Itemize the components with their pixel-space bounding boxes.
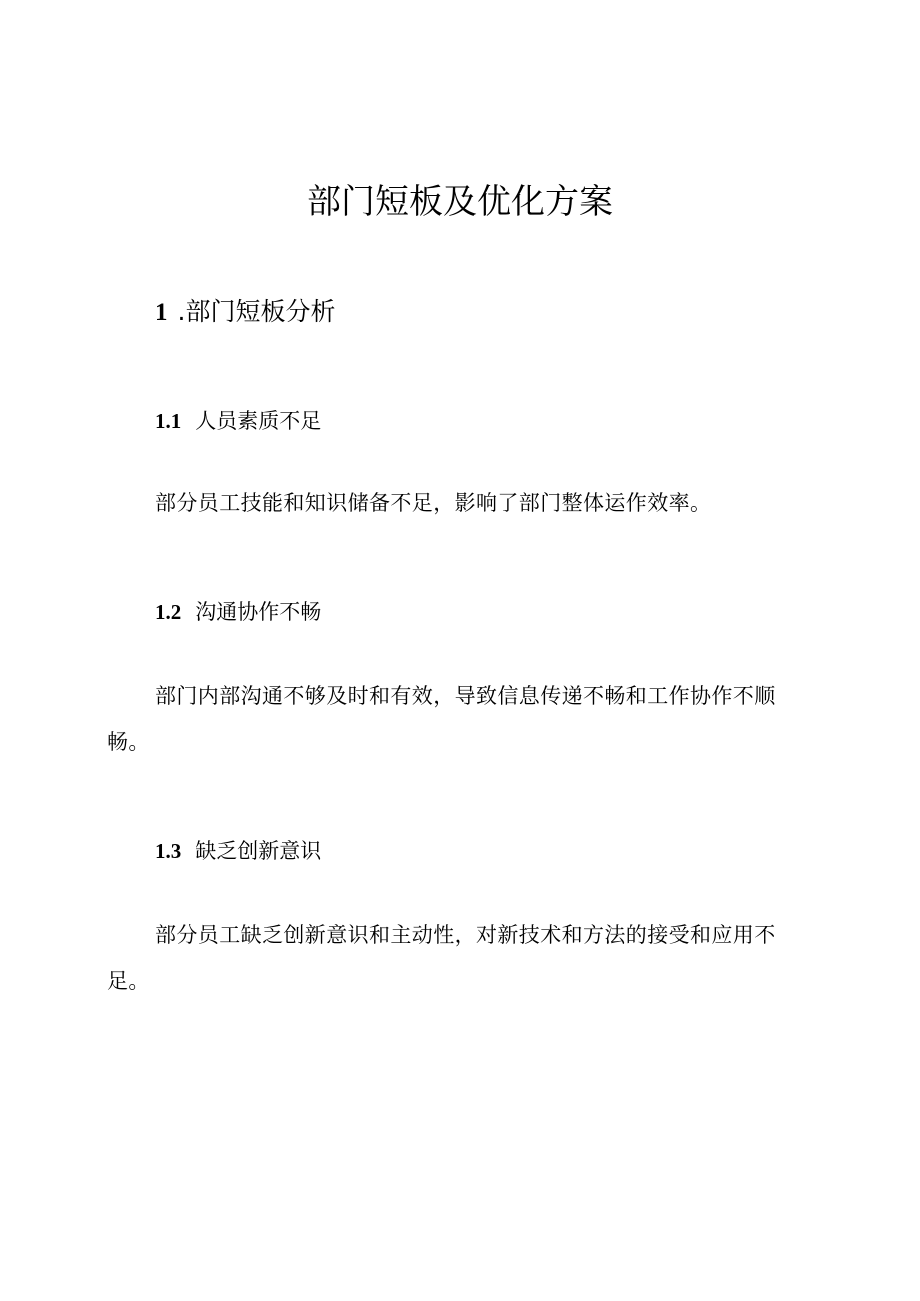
subsection-heading-1-3 — [155, 834, 321, 868]
paragraph-1-2: 部门内部沟通不够及时和有效，导致信息传递不畅和工作协作不顺畅。 — [107, 684, 776, 754]
subsection-heading-1-1 — [155, 404, 321, 438]
subsection-title: 人员素质不足 — [195, 409, 322, 433]
subsection-number: 1.1 — [155, 409, 182, 433]
paragraph-1-1: 部分员工技能和知识储备不足，影响了部门整体运作效率。 — [155, 491, 712, 515]
subsection-title: 缺乏创新意识 — [195, 839, 322, 863]
document-title: 部门短板及优化方案 — [307, 182, 613, 222]
paragraph-1-3: 部分员工缺乏创新意识和主动性，对新技术和方法的接受和应用不足。 — [107, 923, 776, 993]
section-title: .部门短板分析 — [177, 297, 336, 326]
section-heading-1 — [155, 292, 335, 333]
subsection-heading-1-2 — [155, 595, 321, 629]
subsection-number: 1.2 — [155, 600, 182, 624]
subsection-number: 1.3 — [155, 839, 182, 863]
subsection-title: 沟通协作不畅 — [195, 600, 322, 624]
section-number: 1 — [155, 299, 168, 326]
